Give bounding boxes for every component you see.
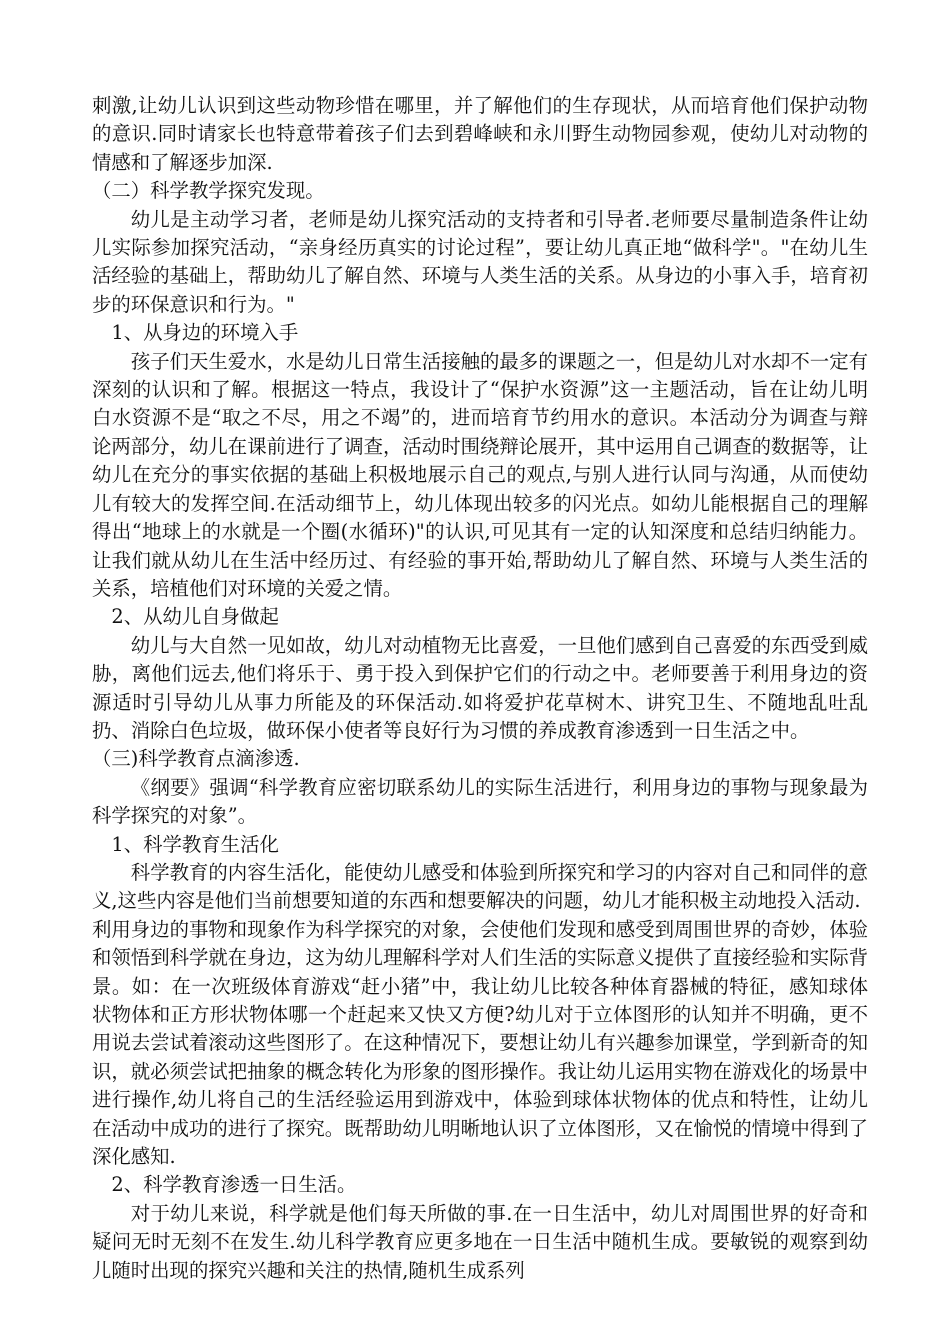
sub-heading-env: 1、从身边的环境入手 bbox=[111, 321, 299, 345]
paragraph: 幼儿与大自然一见如故，幼儿对动植物无比喜爱，一旦他们感到自己喜爱的东西受到威胁，离他们远去,他们将乐于、勇于投入到保护它们的行动之中。老师要善于利用身边的资源适时引导幼儿从事力所能及的环保活动.如将爱护花草树木、讲究卫生、不随地乱吐乱扔、消除白色垃圾，做环保小使者等良好行为习惯的养成教育渗透到一日生活之中。 bbox=[92, 633, 868, 742]
paragraph-continued: 刺激,让幼儿认识到这些动物珍惜在哪里，并了解他们的生存现状，从而培育他们保护动物的意识.同时请家长也特意带着孩子们去到碧峰峡和永川野生动物园参观，使幼儿对动物的情感和了解逐步加深. bbox=[92, 94, 868, 174]
document-page bbox=[92, 92, 868, 1285]
paragraph: 科学教育的内容生活化，能使幼儿感受和体验到所探究和学习的内容对自己和同伴的意义,这些内容是他们当前想要知道的东西和想要解决的问题，幼儿才能积极主动地投入活动. bbox=[92, 860, 868, 913]
section-heading-3: （三)科学教育点滴渗透. bbox=[92, 747, 300, 771]
paragraph: 孩子们天生爱水，水是幼儿日常生活接触的最多的课题之一，但是幼儿对水却不一定有深刻的认识和了解。根据这一特点，我设计了“保护水资源”这一主题活动，旨在让幼儿明白水资源不是“取之不尽，用之不竭”的，进而培育节约用水的意识。本活动分为调查与辩论两部分，幼儿在课前进行了调查，活动时围绕辩论展开，其中运用自己调查的数据等，让幼儿在充分的事实依据的基础上积极地展示自己的观点,与别人进行认同与沟通，从而使幼儿有较大的发挥空间.在活动细节上，幼儿体现出较多的闪光点。如幼儿能根据自己的理解得出“地球上的水就是一个圈(水循环)"的认识,可见其有一定的认知深度和总结归纳能力。让我们就从幼儿在生活中经历过、有经验的事开始,帮助幼儿了解自然、环境与人类生活的关系，培植他们对环境的关爱之情。 bbox=[92, 349, 868, 600]
section-heading-2: （二）科学教学探究发现。 bbox=[92, 179, 325, 203]
sub-heading-self: 2、从幼儿自身做起 bbox=[111, 605, 279, 629]
sub-heading-life: 1、科学教育生活化 bbox=[111, 832, 279, 856]
paragraph-unindented: 利用身边的事物和现象作为科学探究的对象，会使他们发现和感受到周围世界的奇妙，体验和领悟到科学就在身边，这为幼儿理解科学对人们生活的实际意义提供了直接经验和实际背景。如：在一次班级体育游戏“赶小猪”中，我让幼儿比较各种体育器械的特征，感知球体状物体和正方形状物体哪一个赶起来又快又方便?幼儿对于立体图形的认知并不明确，更不用说去尝试着滚动这些图形了。在这种情况下，要想让幼儿有兴趣参加课堂，学到新奇的知识，就必须尝试把抽象的概念转化为形象的图形操作。我让幼儿运用实物在游戏化的场景中进行操作,幼儿将自己的生活经验运用到游戏中，体验到球体状物体的优点和特性，让幼儿在活动中成功的进行了探究。既帮助幼儿明晰地认识了立体图形，又在愉悦的情境中得到了深化感知. bbox=[92, 917, 868, 1169]
sub-heading-daily: 2、科学教育渗透一日生活。 bbox=[111, 1173, 357, 1197]
paragraph: 对于幼儿来说，科学就是他们每天所做的事.在一日生活中，幼儿对周围世界的好奇和疑问无时无刻不在发生.幼儿科学教育应更多地在一日生活中随机生成。要敏锐的观察到幼儿随时出现的探究兴趣和关注的热情,随机生成系列 bbox=[92, 1201, 868, 1282]
paragraph: 《纲要》强调“科学教育应密切联系幼儿的实际生活进行，利用身边的事物与现象最为科学探究的对象”。 bbox=[92, 775, 868, 828]
paragraph: 幼儿是主动学习者，老师是幼儿探究活动的支持者和引导者.老师要尽量制造条件让幼儿实际参加探究活动，“亲身经历真实的讨论过程”，要让幼儿真正地“做科学"。"在幼儿生活经验的基础上，帮助幼儿了解自然、环境与人类生活的关系。从身边的小事入手，培育初步的环保意识和行为。" bbox=[92, 207, 868, 316]
